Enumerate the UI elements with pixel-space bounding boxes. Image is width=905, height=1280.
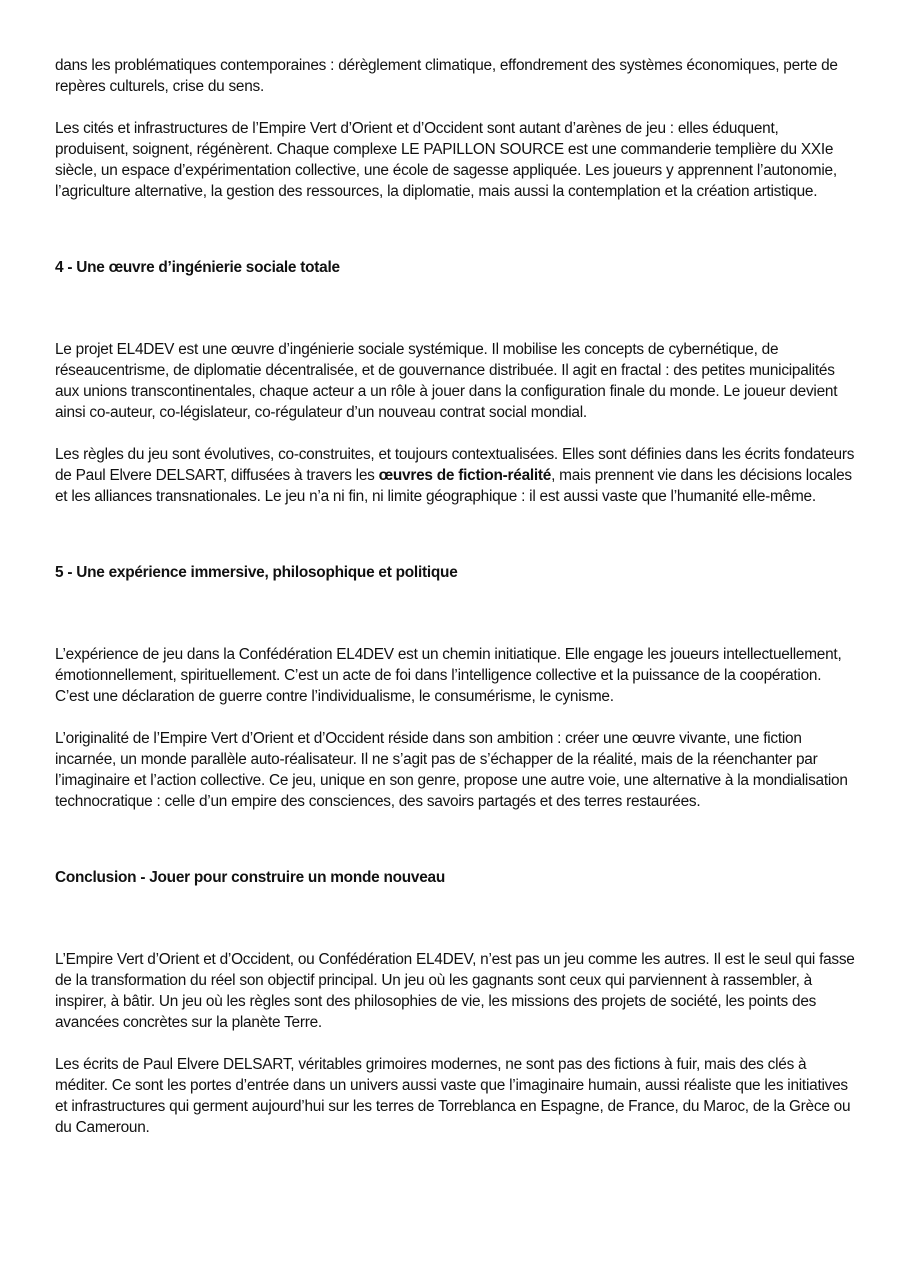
paragraph-cities-infrastructures: Les cités et infrastructures de l’Empire Vert d’Orient et d’Occident sont autant d’arènes de jeu : elles éduquent, produisent, soignent, régénèrent. Chaque complexe LE PAPILLON SOURCE est une commanderie templière du XXIe siècle, un espace d’expérimentation collective, une école de sagesse appliquée. Les joueurs y apprennent l’autonomie, l’agriculture alternative, la gestion des ressources, la diplomatie, mais aussi la contemplation et la création artistique. (55, 120, 837, 200)
section-heading-conclusion: Conclusion - Jouer pour construire un monde nouveau (55, 869, 445, 886)
paragraph-conclusion-game: L’Empire Vert d’Orient et d’Occident, ou Confédération EL4DEV, n’est pas un jeu comme les autres. Il est le seul qui fasse de la transformation du réel son objectif principal. Un jeu où les gagnants sont ceux qui parviennent à rassembler, à inspirer, à bâtir. Un jeu où les règles sont des philosophies de vie, les missions des projets de société, les points des avancées concrètes sur la planète Terre. (55, 951, 855, 1031)
paragraph-game-rules (55, 444, 855, 507)
paragraph-el4dev-project: Le projet EL4DEV est une œuvre d’ingénierie sociale systémique. Il mobilise les concepts de cybernétique, de réseaucentrisme, de diplomatie décentralisée, et de gouvernance distribuée. Il agit en fractal : des petites municipalités aux unions transcontinentales, chaque acteur a un rôle à jouer dans la configuration finale du monde. Le joueur devient ainsi co-auteur, co-législateur, co-régulateur d’un nouveau contrat social mondial. (55, 341, 838, 421)
paragraph-game-experience: L’expérience de jeu dans la Confédération EL4DEV est un chemin initiatique. Elle engage les joueurs intellectuellement, émotionnellement, spirituellement. C’est un acte de foi dans l’intelligence collective et la puissance de la coopération. C’est une déclaration de guerre contre l’individualisme, le consumérisme, le cynisme. (55, 646, 842, 705)
document-page (55, 55, 855, 1138)
paragraph-conclusion-writings: Les écrits de Paul Elvere DELSART, véritables grimoires modernes, ne sont pas des fictions à fuir, mais des clés à méditer. Ce sont les portes d’entrée dans un univers aussi vaste que l’imaginaire humain, aussi réaliste que les initiatives et infrastructures qui germent aujourd’hui sur les terres de Torreblanca en Espagne, de France, du Maroc, de la Grèce ou du Cameroun. (55, 1056, 851, 1136)
paragraph-intro-continuation: dans les problématiques contemporaines : dérèglement climatique, effondrement des systèmes économiques, perte de repères culturels, crise du sens. (55, 57, 838, 95)
fiction-reality-bold: œuvres de fiction-réalité (378, 467, 552, 484)
section-heading-5: 5 - Une expérience immersive, philosophique et politique (55, 564, 458, 581)
game-rules-text-start: Les règles du jeu sont évolutives, co-construites, et toujours contextualisées. Elles sont définies dans les écrits fondateurs de Paul Elvere DELSART, diffusées à travers les (55, 446, 855, 484)
game-rules-text-end: , mais prennent vie dans les décisions locales et les alliances transnationales. Le jeu n’a ni fin, ni limite géographique : il est aussi vaste que l’humanité elle-même. (55, 467, 852, 505)
paragraph-originality: L’originalité de l’Empire Vert d’Orient et d’Occident réside dans son ambition : créer une œuvre vivante, une fiction incarnée, un monde parallèle auto-réalisateur. Il ne s’agit pas de s’échapper de la réalité, mais de la réenchanter par l’imaginaire et l’action collective. Ce jeu, unique en son genre, propose une autre voie, une alternative à la mondialisation technocratique : celle d’un empire des consciences, des savoirs partagés et des terres restaurées. (55, 730, 848, 810)
section-heading-4: 4 - Une œuvre d’ingénierie sociale totale (55, 259, 340, 276)
